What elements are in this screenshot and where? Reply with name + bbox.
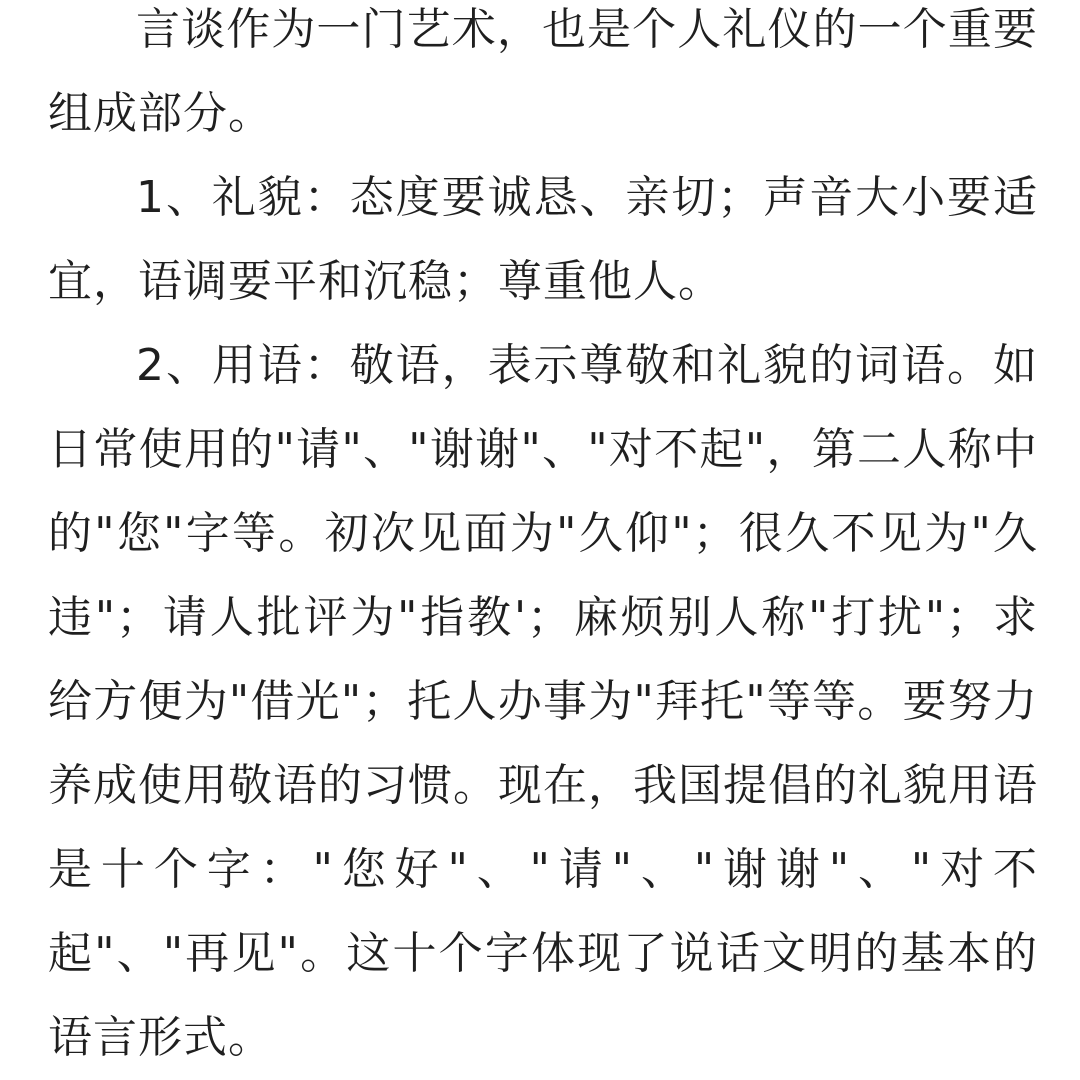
document-body [48,0,1038,1080]
paragraph-politeness: 1、礼貌：态度要诚恳、亲切；声音大小要适宜，语调要平和沉稳；尊重他人。 [48,172,1038,307]
paragraph-wording: 2、用语：敬语，表示尊敬和礼貌的词语。如日常使用的"请"、"谢谢"、"对不起"，第二人称中的"您"字等。初次见面为"久仰"；很久不见为"久违"；请人批评为"指教'；麻烦别人称"打扰"；求给方便为"借光"；托人办事为"拜托"等等。要努力养成使用敬语的习惯。现在，我国提倡的礼貌用语是十个字："您好"、"请"、"谢谢"、"对不起"、"再见"。这十个字体现了说话文明的基本的语言形式。 [48,340,1038,1063]
paragraph-intro: 言谈作为一门艺术，也是个人礼仪的一个重要组成部分。 [48,4,1038,139]
